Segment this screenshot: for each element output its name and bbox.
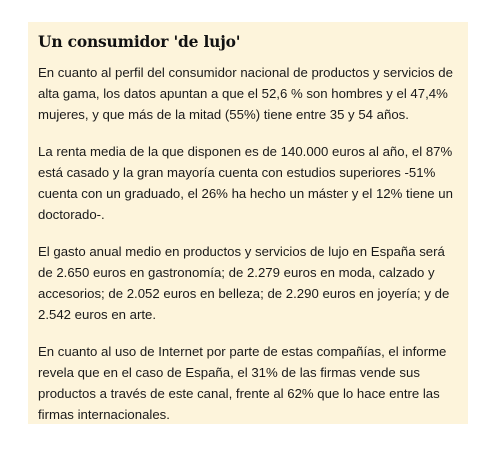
paragraph-spending: El gasto anual medio en productos y servicios de lujo en España será de 2.650 euros en gastronomía; de 2.279 euros en moda, calzado y accesorios; de 2.052 euros en belleza; de 2.290 euros en joyería; y de 2.542 euros en arte. — [38, 244, 450, 322]
sidebar-box — [28, 22, 468, 424]
paragraph-internet: En cuanto al uso de Internet por parte de estas compañías, el informe revela que en el caso de España, el 31% de las firmas vende sus productos a través de este canal, frente al 62% que lo hace entre las firmas internacionales. — [38, 344, 447, 422]
paragraph-profile: En cuanto al perfil del consumidor nacional de productos y servicios de alta gama, los datos apuntan a que el 52,6 % son hombres y el 47,4% mujeres, y que más de la mitad (55%) tiene entre 35 y 54 años. — [38, 65, 453, 122]
box-title: Un consumidor 'de lujo' — [38, 32, 241, 51]
paragraph-income: La renta media de la que disponen es de 140.000 euros al año, el 87% está casado y la gran mayoría cuenta con estudios superiores -51% cuenta con un graduado, el 26% ha hecho un máster y el 12% tiene un doctorado-. — [38, 144, 453, 222]
